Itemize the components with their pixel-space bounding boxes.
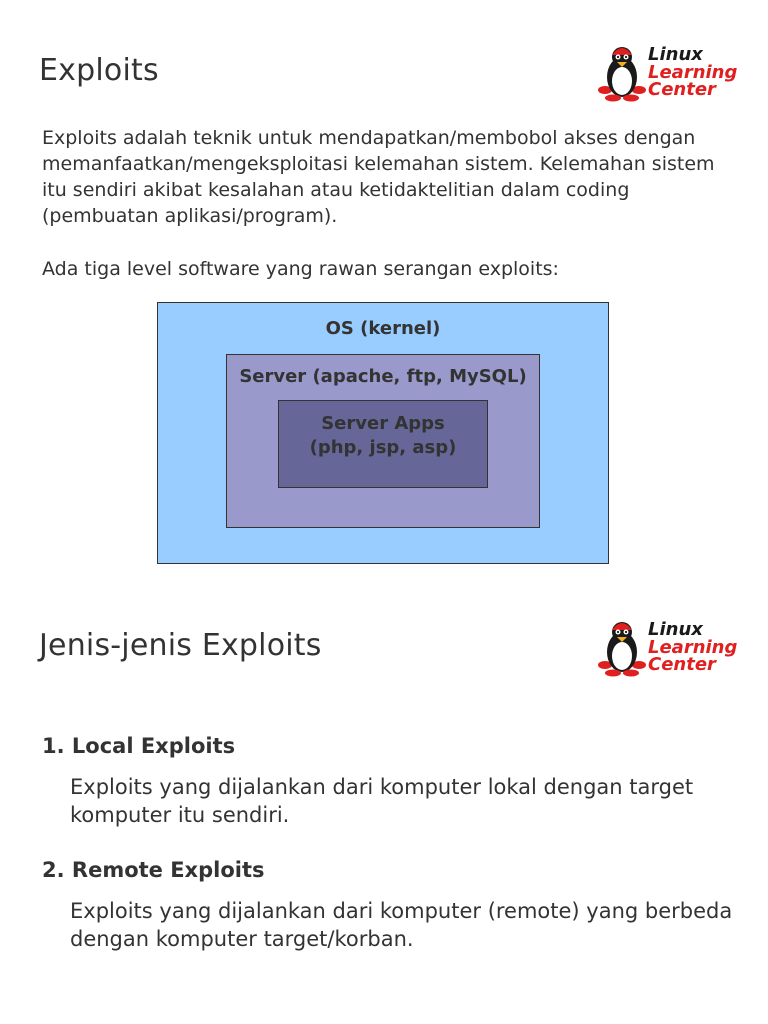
penguin-icon	[596, 43, 648, 103]
server-apps-label: Server Apps (php, jsp, asp)	[309, 413, 457, 458]
slide-jenis-exploits	[0, 576, 768, 1024]
server-label: Server (apache, ftp, MySQL)	[239, 366, 527, 387]
penguin-icon	[596, 618, 648, 678]
server-apps-box	[278, 400, 488, 488]
slide-title: Jenis-jenis Exploits	[39, 628, 322, 663]
remote-exploits-heading: 2. Remote Exploits	[42, 858, 265, 882]
logo-text-linux: Linux	[648, 619, 703, 640]
logo-text-center: Center	[648, 654, 716, 675]
os-kernel-label: OS (kernel)	[325, 318, 441, 339]
slide-title: Exploits	[39, 53, 159, 88]
linux-learning-center-logo	[596, 618, 756, 678]
remote-exploits-description: Exploits yang dijalankan dari komputer (remote) yang berbeda dengan komputer target/korban.	[70, 899, 733, 951]
logo-text-learning: Learning	[648, 637, 738, 658]
logo-text-learning: Learning	[648, 62, 738, 83]
logo-text-center: Center	[648, 79, 716, 100]
logo-text-linux: Linux	[648, 44, 703, 65]
local-exploits-description: Exploits yang dijalankan dari komputer lokal dengan target komputer itu sendiri.	[70, 775, 694, 827]
levels-paragraph: Ada tiga level software yang rawan serangan exploits:	[42, 258, 559, 280]
local-exploits-heading: 1. Local Exploits	[42, 734, 236, 758]
linux-learning-center-logo	[596, 43, 756, 103]
intro-paragraph: Exploits adalah teknik untuk mendapatkan/membobol akses dengan memanfaatkan/mengeksploitasi kelemahan sistem. Kelemahan sistem itu sendiri akibat kesalahan atau ketidaktelitian dalam coding (pembuatan aplikasi/program).	[42, 127, 715, 227]
